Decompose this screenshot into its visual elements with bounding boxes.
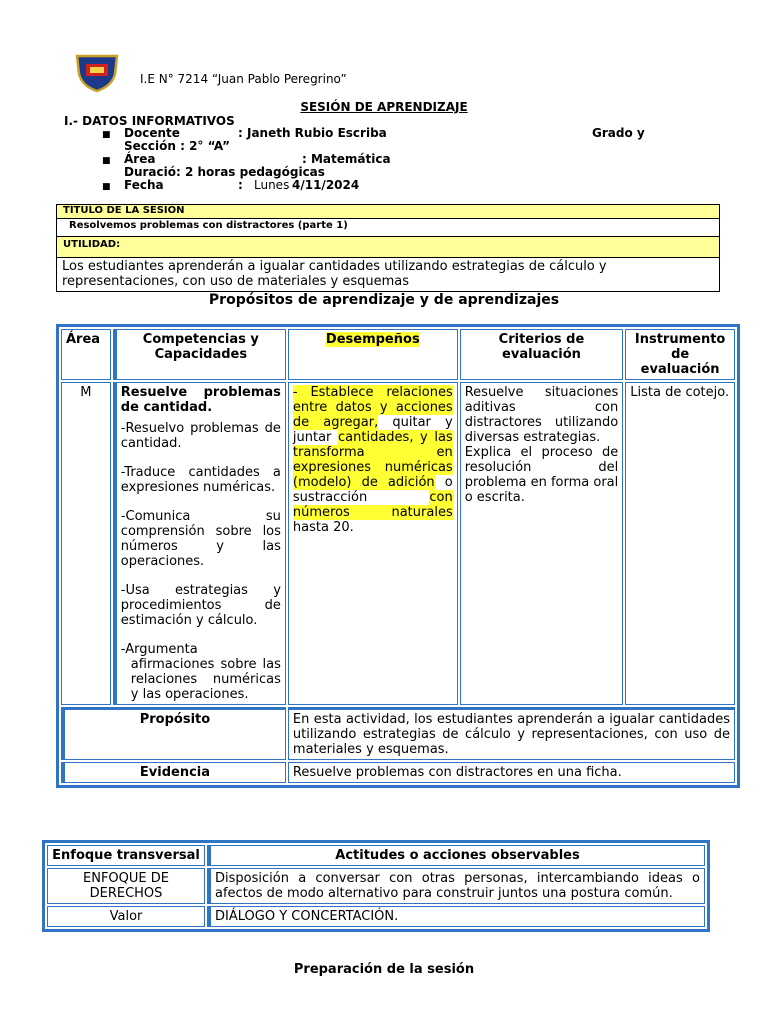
datos-heading: I.- DATOS INFORMATIVOS (64, 114, 235, 128)
titulo-value: Resolvemos problemas con distractores (parte 1) (57, 219, 719, 237)
fecha-label: Fecha (124, 178, 164, 192)
actitud-cell: Disposición a conversar con otras personas, intercambiando ideas o afectos de modo alternativo para construir juntos una postura común. (207, 868, 705, 904)
evidencia-text: Resuelve problemas con distractores en una ficha. (288, 762, 735, 783)
proposito-text: En esta actividad, los estudiantes aprenderán a igualar cantidades utilizando estrategias de cálculo y representaciones, con uso de materiales y esquemas. (288, 707, 735, 760)
propositos-title: Propósitos de aprendizaje y de aprendizajes (208, 292, 560, 308)
info-block (0, 127, 768, 197)
desempeno-cell: - Establece relaciones entre datos y acciones de agregar, quitar y juntar cantidades, y las transforma en expresiones numéricas (modelo) de adición o sustracción con números naturales hasta 20. (288, 382, 458, 705)
evidencia-label: Evidencia (61, 762, 286, 783)
proposito-label: Propósito (61, 707, 286, 760)
capacidad-item: -Comunica su comprensión sobre los números y las operaciones. (120, 509, 281, 569)
school-name: I.E N° 7214 “Juan Pablo Peregrino” (140, 72, 347, 86)
propositos-table (56, 324, 740, 788)
bullet-icon: ■ (102, 156, 111, 166)
utilidad-text: Los estudiantes aprenderán a igualar cantidades utilizando estrategias de cálculo y representaciones, con uso de materiales y esquemas (62, 259, 607, 289)
valor-label: Valor (47, 906, 205, 927)
seccion-line: Sección : 2° “A” (124, 139, 231, 153)
capacidad-item: -Traduce cantidades a expresiones numéricas. (120, 465, 281, 495)
docente-label: Docente (124, 126, 180, 140)
competencias-cell (113, 382, 286, 705)
fecha-date: 4/11/2024 (292, 178, 360, 192)
valor-text: DIÁLOGO Y CONCERTACIÓN. (207, 906, 705, 927)
criterio-1: Resuelve situaciones aditivas con distractores utilizando diversas estrategias. (464, 385, 619, 445)
grado-label: Grado y (592, 126, 645, 140)
titulo-label: TÍTULO DE LA SESIÓN (57, 205, 719, 219)
capacidad-item: -Resuelvo problemas de cantidad. (120, 421, 281, 451)
area-value: : Matemática (302, 152, 391, 166)
duracion-line: Duració: 2 horas pedagógicas (124, 165, 325, 179)
titulo-box (56, 204, 720, 292)
capacidad-item: -Argumenta afirmaciones sobre las relaciones numéricas y las operaciones. (120, 642, 281, 702)
enfoque-cell: ENFOQUE DE DERECHOS (47, 868, 205, 904)
header-instrumento: Instrumento de evaluación (625, 329, 735, 380)
utilidad-label: UTILIDAD: (57, 237, 719, 258)
fecha-colon: : (238, 178, 243, 192)
area-cell: M (61, 382, 111, 705)
criterios-cell (460, 382, 624, 705)
school-crest-icon (74, 52, 120, 92)
fecha-day: Lunes (254, 178, 290, 192)
bullet-icon: ■ (102, 130, 111, 140)
header-criterios: Criterios de evaluación (460, 329, 624, 380)
session-title: SESIÓN DE APRENDIZAJE (300, 100, 468, 114)
criterio-2: Explica el proceso de resolución del problema en forma oral o escrita. (464, 445, 619, 505)
header-actitudes: Actitudes o acciones observables (207, 845, 705, 866)
header-desempenos: Desempeños (288, 329, 458, 380)
instrumento-cell: Lista de cotejo. (625, 382, 735, 705)
competencia-title: Resuelve problemas de cantidad. (120, 385, 281, 415)
docente-value: : Janeth Rubio Escriba (238, 126, 387, 140)
capacidad-item: -Usa estrategias y procedimientos de estimación y cálculo. (120, 583, 281, 628)
header-enfoque: Enfoque transversal (47, 845, 205, 866)
bullet-icon: ■ (102, 182, 111, 192)
header-competencias: Competencias y Capacidades (113, 329, 286, 380)
header-area: Área (61, 329, 111, 380)
area-label: Área (124, 152, 156, 166)
preparacion-title: Preparación de la sesión (293, 962, 475, 977)
enfoque-table (42, 840, 710, 932)
